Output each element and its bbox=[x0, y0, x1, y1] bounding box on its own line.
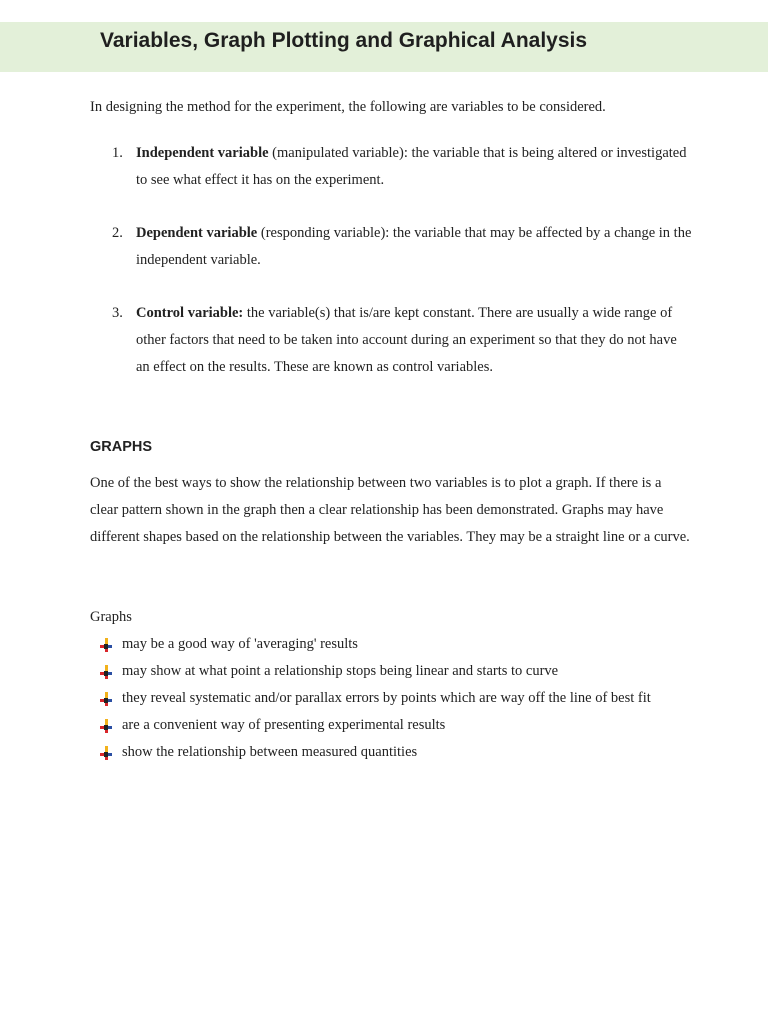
bullet-text: may be a good way of 'averaging' results bbox=[122, 636, 358, 652]
colored-arrow-bullet-icon bbox=[100, 638, 112, 652]
colored-arrow-bullet-icon bbox=[100, 692, 112, 706]
variable-term: Independent variable bbox=[136, 145, 269, 161]
list-item bbox=[100, 631, 651, 658]
variable-term: Dependent variable bbox=[136, 225, 258, 241]
page-title: Variables, Graph Plotting and Graphical Analysis bbox=[100, 29, 588, 52]
graphs-heading: GRAPHS bbox=[90, 439, 153, 455]
variable-item-control bbox=[112, 300, 692, 381]
graphs-bullet-list bbox=[100, 631, 651, 766]
bullet-text: may show at what point a relationship stops being linear and starts to curve bbox=[122, 663, 559, 679]
variable-description: (responding variable): the variable that may be affected by a change in the independent variable. bbox=[136, 225, 692, 268]
list-number: 3. bbox=[112, 305, 123, 321]
list-item bbox=[100, 685, 651, 712]
intro-paragraph: In designing the method for the experiment, the following are variables to be considered. bbox=[90, 99, 606, 115]
list-number: 2. bbox=[112, 225, 123, 241]
variable-item-dependent bbox=[112, 220, 692, 274]
variable-description: (manipulated variable): the variable that is being altered or investigated to see what effect it has on the experiment. bbox=[136, 145, 687, 188]
bullet-text: they reveal systematic and/or parallax errors by points which are way off the line of best fit bbox=[122, 690, 651, 706]
colored-arrow-bullet-icon bbox=[100, 719, 112, 733]
list-item bbox=[100, 739, 651, 766]
graphs-list-intro: Graphs bbox=[90, 609, 132, 625]
graphs-paragraph: One of the best ways to show the relationship between two variables is to plot a graph. If there is a clear pattern shown in the graph then a clear relationship has been demonstrated. Graphs may have different shapes based on the relationship between the variables. They may be a straight line or a curve. bbox=[90, 475, 690, 545]
variable-description: the variable(s) that is/are kept constant. There are usually a wide range of other factors that need to be taken into account during an experiment so that they do not have an effect on the results. These are known as control variables. bbox=[136, 305, 677, 375]
bullet-text: are a convenient way of presenting experimental results bbox=[122, 717, 446, 733]
list-item bbox=[100, 658, 651, 685]
colored-arrow-bullet-icon bbox=[100, 665, 112, 679]
colored-arrow-bullet-icon bbox=[100, 746, 112, 760]
list-number: 1. bbox=[112, 145, 123, 161]
bullet-text: show the relationship between measured quantities bbox=[122, 744, 418, 760]
variable-term: Control variable: bbox=[136, 305, 244, 321]
list-item bbox=[100, 712, 651, 739]
variable-item-independent bbox=[112, 140, 692, 194]
